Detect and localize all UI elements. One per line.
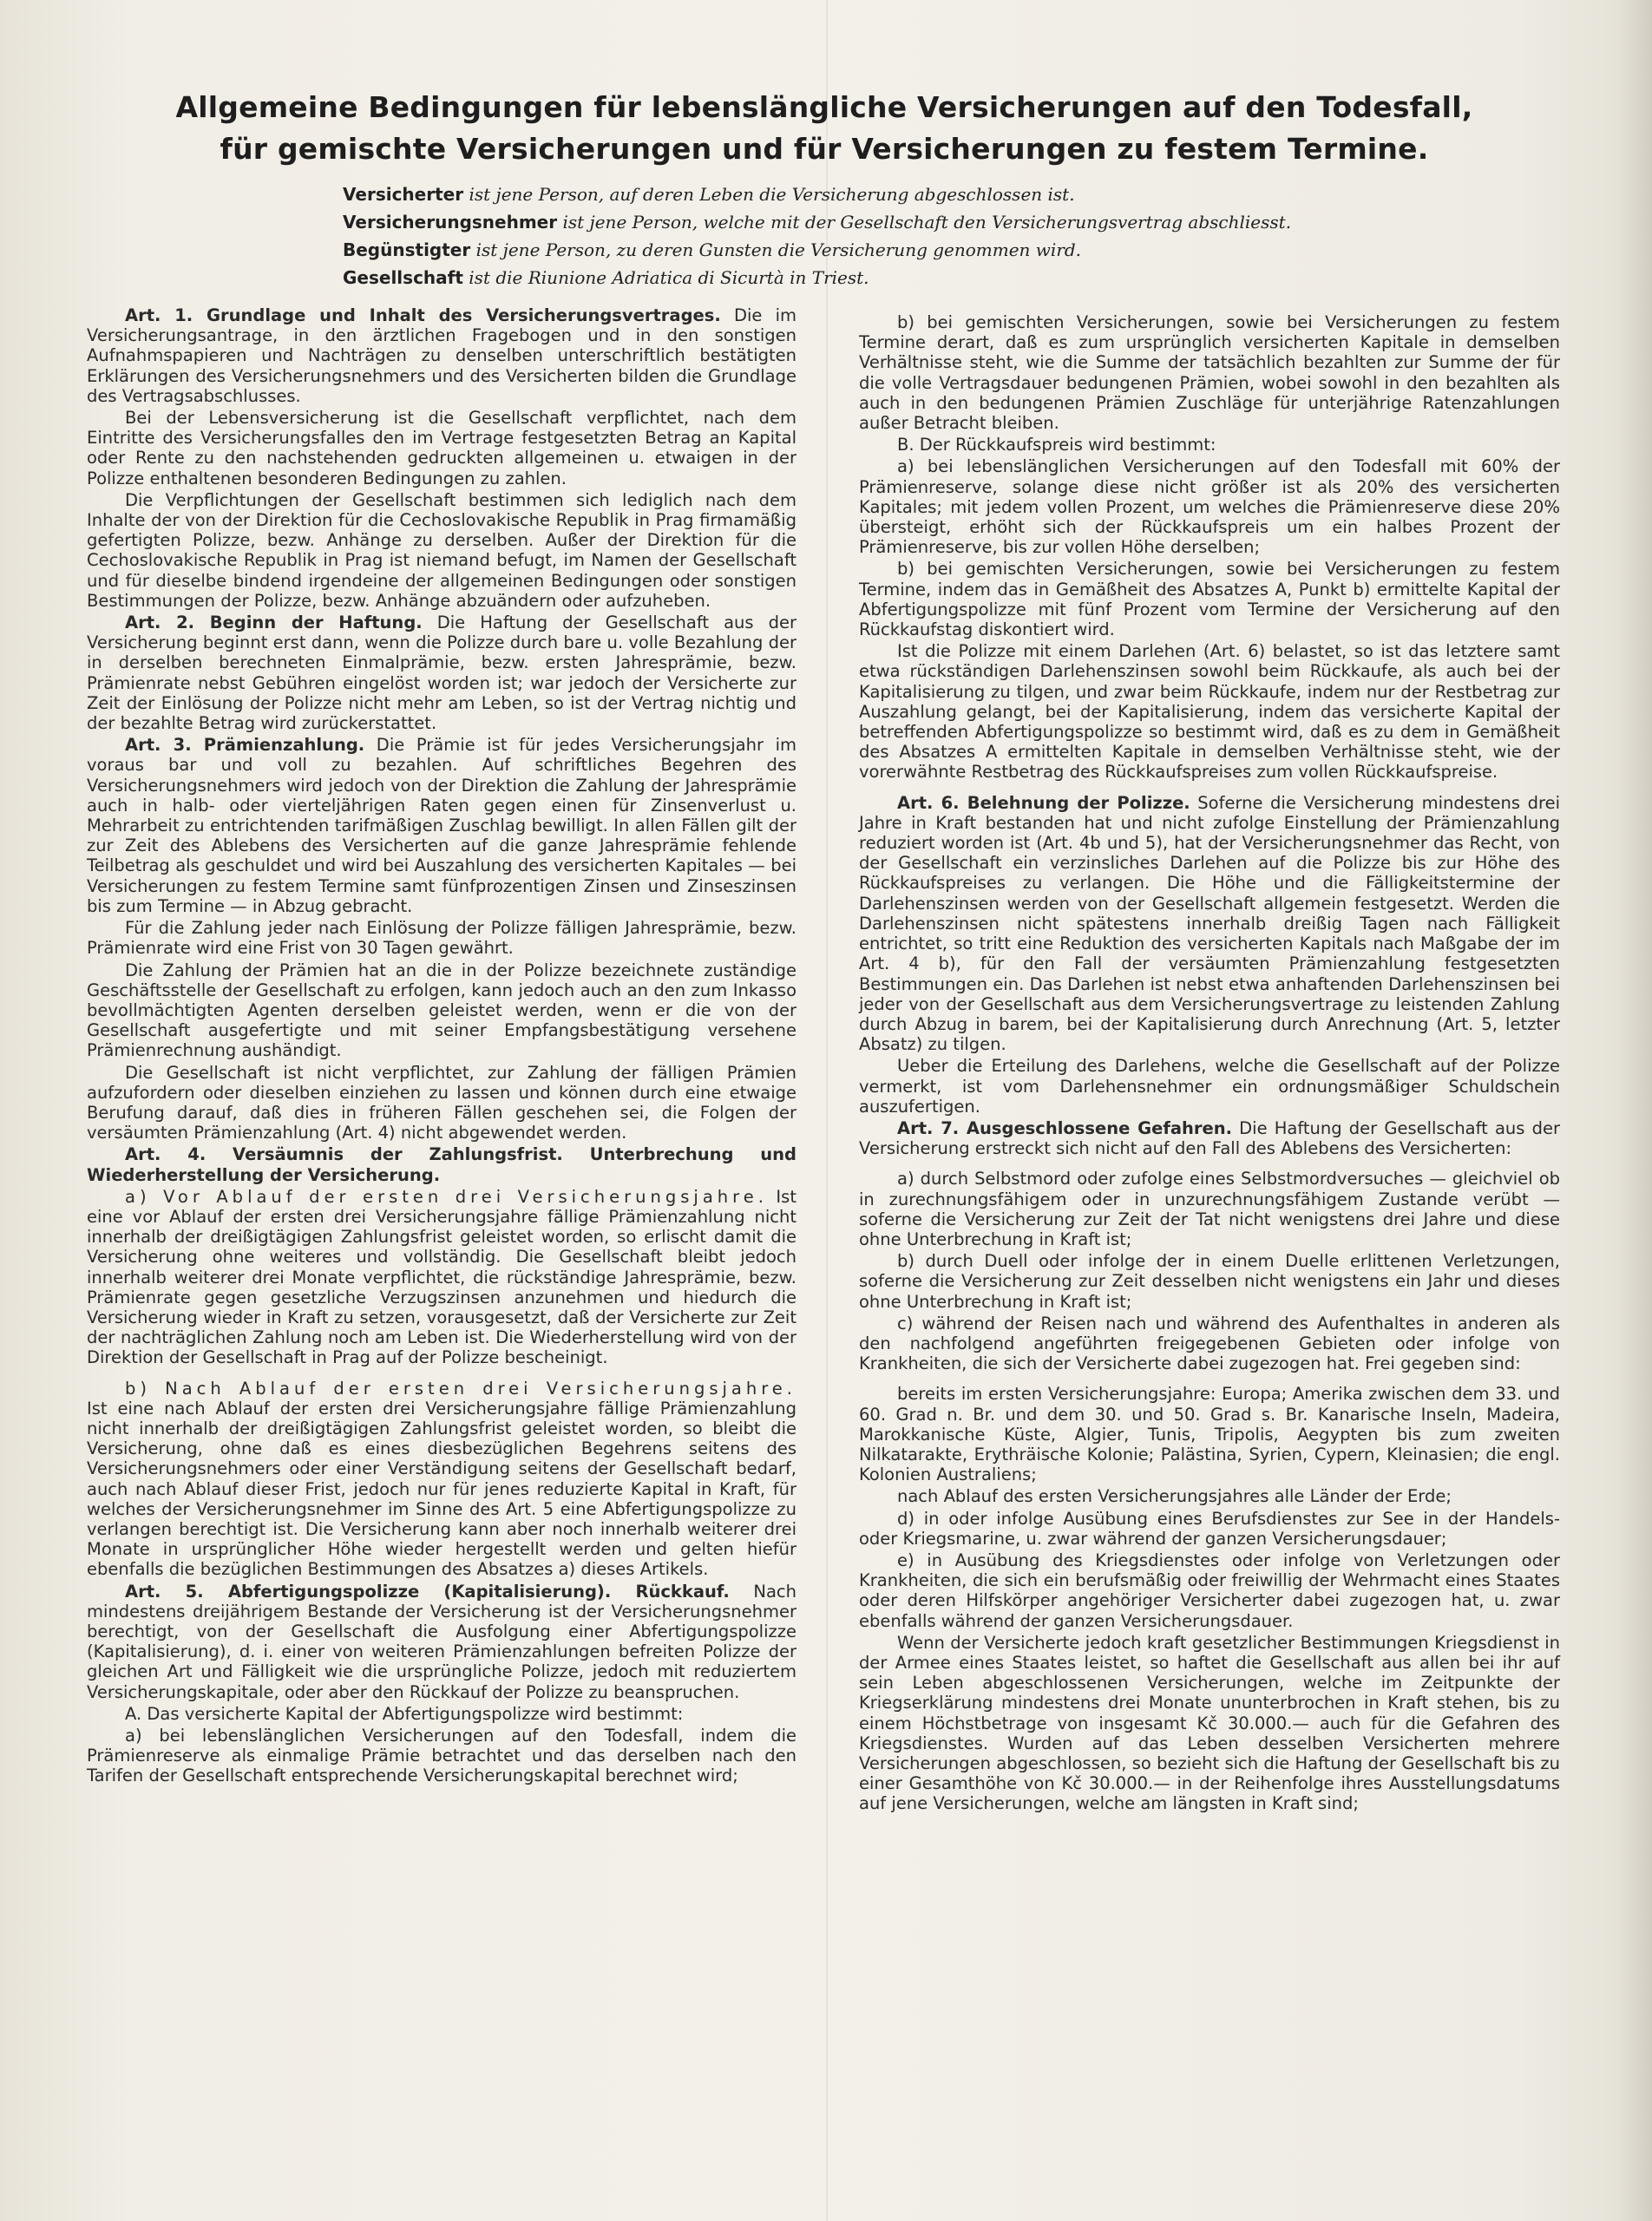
title-line-1: Allgemeine Bedingungen für lebenslängliche Versicherungen auf den Todesfall, [175, 90, 1473, 124]
paragraph: Die Gesellschaft ist nicht verpflichtet, zur Zahlung der fälligen Prämien aufzufordern oder dieselben einziehen zu lassen und können durch eine etwaige Berufung darauf, daß dies in früheren Fällen geschehen sei, die Folgen der versäumten Prämienzahlung (Art. 4) nicht abgewendet werden. [87, 1062, 796, 1143]
paragraph: Wenn der Versicherte jedoch kraft gesetzlicher Bestimmungen Kriegsdienst in der Armee eines Staates leistet, so haftet die Gesellschaft aus allen bei ihr auf sein Leben abgeschlossenen Versicherungen, welche im Zeitpunkte der Kriegserklärung mindestens drei Monate ununterbrochen in Kraft stehen, bis zu einem Höchstbetrage von insgesamt Kč 30.000.— auch für die Gefahren des Kriegsdienstes. Wurden auf das Leben desselben Versicherten mehrere Versicherungen abgeschlossen, so bezieht sich die Haftung der Gesellschaft bis zu einer Gesamthöhe von Kč 30.000.— in der Reihenfolge ihres Ausstellungsdatums auf jene Versicherungen, welche am längsten in Kraft sind; [859, 1632, 1560, 1814]
paragraph: A. Das versicherte Kapital der Abfertigungspolizze wird bestimmt: [125, 1703, 684, 1724]
definition-item [343, 264, 1471, 292]
paragraph: Für die Zahlung jeder nach Einlösung der Polizze fälligen Jahresprämie, bezw. Prämienrate wird eine Frist von 30 Tagen gewährt. [87, 918, 796, 959]
article-4b-heading: b) Nach Ablauf der ersten drei Versicherungsjahre. [125, 1378, 796, 1399]
article-text: Ist eine nach Ablauf der ersten drei Versicherungsjahre fällige Prämienzahlung nicht innerhalb der dreißigtägigen Zahlungsfrist geleistet worden, so bleibt die Versicherung, ohne daß es eines diesbezüglichen Begehrens seitens des Versicherungsnehmers oder einer Verständigung seitens der Gesellschaft bedarf, auch nach Ablauf dieser Frist, jedoch nur für jenes reduzierte Kapital in Kraft, für welches der Versicherungsnehmer im Sinne des Art. 5 eine Abfertigungspolizze zu verlangen berechtigt ist. Die Versicherung kann aber noch innerhalb weiterer drei Monate in ursprünglicher Höhe wieder hergestellt werden und gelten hiefür ebenfalls die bezüglichen Bestimmungen des Absatzes a) dieses Artikels. [87, 1398, 796, 1580]
paragraph: b) durch Duell oder infolge der in einem Duelle erlittenen Verletzungen, soferne die Versicherung zur Zeit desselben nicht wenigstens ein Jahr und dieses ohne Unterbrechung in Kraft ist; [859, 1251, 1560, 1312]
article-text: Soferne die Versicherung mindestens drei Jahre in Kraft bestanden hat und nicht zufolge Einstellung der Prämienzahlung reduziert worden ist (Art. 4b und 5), hat der Versicherungsnehmer das Recht, von der Gesellschaft ein verzinsliches Darlehen auf die Polizze bis zur Höhe des Rückkaufspreises zu verlangen. Die Höhe und die Fälligkeitstermine der Darlehenszinsen werden von der Gesellschaft allgemein festgesetzt. Werden die Darlehenszinsen nicht spätestens innerhalb dreißig Tagen nach Fälligkeit entrichtet, so tritt eine Reduktion des versicherten Kapitals nach Maßgabe der im Art. 4 b), für den Fall der versäumten Prämienzahlung festgesetzten Bestimmungen ein. Das Darlehen ist nebst etwa anhaftenden Darlehenszinsen bei jeder von der Gesellschaft aus dem Versicherungsvertrage zu leistenden Zahlung durch Abzug in barem, bei der Kapitalisierung durch Anrechnung (Art. 5, letzter Absatz) zu tilgen. [859, 792, 1560, 1055]
article-3-heading: Art. 3. Prämienzahlung. [125, 735, 365, 756]
article-1-heading: Art. 1. Grundlage und Inhalt des Versicherungsvertrages. [125, 305, 721, 325]
definition-text: ist die Riunione Adriatica di Sicurtà in Triest. [462, 267, 869, 288]
definition-text: ist jene Person, auf deren Leben die Versicherung abgeschlossen ist. [463, 184, 1075, 205]
article-7-heading: Art. 7. Ausgeschlossene Gefahren. [897, 1117, 1232, 1138]
paragraph: bereits im ersten Versicherungsjahre: Europa; Amerika zwischen dem 33. und 60. Grad n. Br. und dem 30. und 50. Grad s. Br. Kanarische Inseln, Madeira, Marokkanische Küste, Algier, Tunis, Tripolis, Aegypten bis zum zweiten Nilkatarakte, Erythräische Kolonie; Palästina, Syrien, Cypern, Kleinasien; die engl. Kolonien Australiens; [859, 1384, 1560, 1485]
right-column [859, 312, 1560, 1816]
definition-text: ist jene Person, zu deren Gunsten die Versicherung genommen wird. [470, 239, 1082, 260]
document-title [174, 87, 1475, 170]
paragraph: Ueber die Erteilung des Darlehens, welche die Gesellschaft auf der Polizze vermerkt, ist vom Darlehensnehmer ein ordnungsmäßiger Schuldschein auszufertigen. [859, 1056, 1560, 1117]
article-6-heading: Art. 6. Belehnung der Polizze. [897, 792, 1190, 813]
paragraph: B. Der Rückkaufspreis wird bestimmt: [897, 435, 1216, 455]
article-1-paragraph [87, 305, 796, 406]
paragraph: b) bei gemischten Versicherungen, sowie bei Versicherungen zu festem Termine derart, daß es zum ursprünglich versicherten Kapitale in demselben Verhältnisse steht, wie die Summe der tatsächlich bezahlten zur Summe der für die volle Vertragsdauer bedungenen Prämien, wobei sowohl in den bezahlten als auch in den bedungenen Prämien Zuschläge für unterjährige Ratenzahlungen außer Betracht bleiben. [859, 312, 1560, 434]
article-2-heading: Art. 2. Beginn der Haftung. [125, 613, 423, 633]
article-4b-paragraph [87, 1379, 796, 1580]
page-edge-shadow [1617, 0, 1652, 2221]
paragraph: a) bei lebenslänglichen Versicherungen auf den Todesfall, indem die Prämienreserve als einmalige Prämie betrachtet und das derselben nach den Tarifen der Gesellschaft entsprechende Versicherungskapital berechnet wird; [87, 1726, 796, 1786]
paragraph: c) während der Reisen nach und während des Aufenthaltes in anderen als den nachfolgend angeführten freigegebenen Gebieten oder infolge von Krankheiten, die sich der Versicherte dabei zugezogen hat. Frei gegeben sind: [859, 1313, 1560, 1374]
definition-item [343, 180, 1471, 208]
definition-term: Gesellschaft [343, 267, 463, 288]
article-5-paragraph [87, 1582, 796, 1702]
definition-text: ist jene Person, welche mit der Gesellschaft den Versicherungsvertrag abschliesst. [557, 212, 1292, 233]
paragraph: nach Ablauf des ersten Versicherungsjahres alle Länder der Erde; [897, 1486, 1452, 1507]
article-text: Die Haftung der Gesellschaft aus der Versicherung beginnt erst dann, wenn die Polizze durch bare u. volle Bezahlung der in derselben berechneten Einmalprämie, bezw. ersten Jahresprämie, bezw. Prämienrate nebst Gebühren eingelöst worden ist; war jedoch der Versicherte zur Zeit der Einlösung der Polizze nicht mehr am Leben, so ist der Vertrag nichtig und der bezahlte Betrag wird zurückerstattet. [87, 613, 796, 734]
definition-item [343, 208, 1471, 236]
article-4-heading: Art. 4. Versäumnis der Zahlungsfrist. Unterbrechung und Wiederherstellung der Versicherung. [87, 1144, 796, 1185]
article-3-paragraph [87, 735, 796, 916]
definition-term: Versicherter [343, 184, 464, 205]
paragraph: e) in Ausübung des Kriegsdienstes oder infolge von Verletzungen oder Krankheiten, die sich ein berufsmäßig oder freiwillig der Wehrmacht eines Staates oder deren Hilfskörper angehöriger Versicherter dabei zugezogen hat, u. zwar ebenfalls während der ganzen Versicherungsdauer. [859, 1549, 1560, 1631]
page-fold [826, 0, 828, 2221]
paragraph: Die Zahlung der Prämien hat an die in der Polizze bezeichnete zuständige Geschäftsstelle der Gesellschaft zu erfolgen, kann jedoch auch an den zum Inkasso bevollmächtigten Agenten derselben geleistet werden, wenn er die von der Gesellschaft ausgefertigte und mit seiner Empfangsbestätigung versehene Prämienrechnung aushändigt. [87, 960, 796, 1061]
paragraph: d) in oder infolge Ausübung eines Berufsdienstes zur See in der Handels- oder Kriegsmarine, u. zwar während der ganzen Versicherungsdauer; [859, 1508, 1560, 1549]
paragraph: b) bei gemischten Versicherungen, sowie bei Versicherungen zu festem Termine, indem das in Gemäßheit des Absatzes A, Punkt b) ermittelte Kapital der Abfertigungspolizze mit fünf Prozent vom Termine der Versicherung auf den Rückkaufstag diskontiert wird. [859, 559, 1560, 640]
paragraph: Ist die Polizze mit einem Darlehen (Art. 6) belastet, so ist das letztere samt etwa rückständigen Darlehenszinsen sowohl beim Rückkaufe, als auch bei der Kapitalisierung zu tilgen, und zwar beim Rückkaufe, indem nur der Restbetrag zur Auszahlung gelangt, bei der Kapitalisierung, indem das versicherte Kapital der betreffenden Abfertigungspolizze so bestimmt wird, daß es zu dem in Gemäßheit des Absatzes A ermittelten Kapitale in demselben Verhältnisse steht, wie der vorerwähnte Restbetrag des Rückkaufspreises zum vollen Rückkaufspreise. [859, 641, 1560, 783]
article-4-heading-paragraph [87, 1144, 796, 1184]
article-text: Die Prämie ist für jedes Versicherungsjahr im voraus bar und voll zu bezahlen. Auf schriftliches Begehren des Versicherungsnehmers wird jedoch von der Direktion die Zahlung der Jahresprämie auch in halb- oder vierteljährigen Raten gegen einen für Zinsenverlust u. Mehrarbeit zu entrichtenden tarifmäßigen Zuschlag bewilligt. In allen Fällen gilt der zur Zeit des Ablebens des Versicherten auf die ganze Jahresprämie fehlende Teilbetrag als geschuldet und wird bei Auszahlung des versicherten Kapitales — bei Versicherungen zu festem Termine samt fünfprozentigen Zinsen und Zinseszinsen bis zum Termine — in Abzug gebracht. [87, 735, 797, 916]
article-6-paragraph [859, 793, 1560, 1055]
article-2-paragraph [87, 613, 796, 733]
left-column [87, 305, 796, 1788]
definition-term: Versicherungsnehmer [343, 212, 558, 233]
definition-term: Begünstigter [343, 239, 471, 260]
article-4a-heading: a) Vor Ablauf der ersten drei Versicherungsjahre. [125, 1186, 768, 1207]
article-text: Ist eine vor Ablauf der ersten drei Versicherungsjahre fällige Prämienzahlung nicht innerhalb der dreißigtägigen Zahlungsfrist geleistet worden, so erlischt damit die Versicherung ohne weiteres und vollständig. Die Gesellschaft bleibt jedoch innerhalb weiterer drei Monate verpflichtet, die rückständige Jahresprämie, bezw. Prämienrate gegen gesetzliche Verzugszinsen anzunehmen und hiedurch die Versicherung wieder in Kraft zu setzen, vorausgesetzt, daß der Versicherte zur Zeit der nachträglichen Zahlung noch am Leben ist. Die Wiederherstellung wird von der Direktion der Gesellschaft in Prag auf der Polizze bescheinigt. [87, 1186, 796, 1368]
definitions [343, 180, 1471, 292]
article-7-paragraph [859, 1118, 1560, 1158]
article-text: Nach mindestens dreijährigem Bestande der Versicherung ist der Versicherungsnehmer berechtigt, von der Gesellschaft die Ausfolgung einer Abfertigungspolizze (Kapitalisierung), d. i. einer von weiteren Prämienzahlungen befreiten Polizze der gleichen Art und Fälligkeit wie die ursprüngliche Polizze, jedoch mit reduziertem Versicherungskapitale, oder aber den Rückkauf der Polizze zu beanspruchen. [87, 1581, 796, 1702]
paragraph: Bei der Lebensversicherung ist die Gesellschaft verpflichtet, nach dem Eintritte des Versicherungsfalles den im Vertrage festgesetzten Betrag an Kapital oder Rente zu den nachstehenden gedruckten allgemeinen u. etwaigen in der Polizze enthaltenen besonderen Bedingungen zu zahlen. [87, 408, 796, 488]
title-line-2: für gemischte Versicherungen und für Versicherungen zu festem Termine. [220, 132, 1429, 166]
article-text: Die im Versicherungsantrage, in den ärztlichen Fragebogen und in den sonstigen Aufnahmspapieren und Nachträgen zu denselben unterschriftlich bestätigten Erklärungen des Versicherungsnehmers und des Versicherten bilden die Grundlage des Vertragsabschlusses. [87, 305, 796, 406]
paragraph: a) durch Selbstmord oder zufolge eines Selbstmordversuches — gleichviel ob in zurechnungsfähigem oder in unzurechnungsfähigem Zustande verübt — soferne die Versicherung zur Zeit der Tat nicht wenigstens drei Jahre und diese ohne Unterbrechung in Kraft ist; [859, 1169, 1560, 1249]
article-4a-paragraph [87, 1187, 796, 1368]
article-5-heading: Art. 5. Abfertigungspolizze (Kapitalisierung). Rückkauf. [125, 1581, 730, 1602]
paragraph: Die Verpflichtungen der Gesellschaft bestimmen sich lediglich nach dem Inhalte der von der Direktion für die Cechoslovakische Republik in Prag firmamäßig gefertigten Polizze, bezw. Anhänge zu derselben. Außer der Direktion für die Cechoslovakische Republik in Prag ist niemand befugt, im Namen der Gesellschaft und für dieselbe bindend irgendeine der allgemeinen Bedingungen oder sonstigen Bestimmungen der Polizze, bezw. Anhänge abzuändern oder aufzuheben. [87, 489, 796, 611]
definition-item [343, 236, 1471, 264]
paragraph: a) bei lebenslänglichen Versicherungen auf den Todesfall mit 60% der Prämienreserve, solange diese nicht größer ist als 20% des versicherten Kapitales; mit jedem vollen Prozent, um welches die Prämienreserve diese 20% übersteigt, erhöht sich der Rückkaufspreis um ein halbes Prozent der Prämienreserve, bis zur vollen Höhe derselben; [859, 456, 1560, 558]
article-text: Die Haftung der Gesellschaft aus der Versicherung erstreckt sich nicht auf den Fall des Ablebens des Versicherten: [859, 1117, 1560, 1159]
